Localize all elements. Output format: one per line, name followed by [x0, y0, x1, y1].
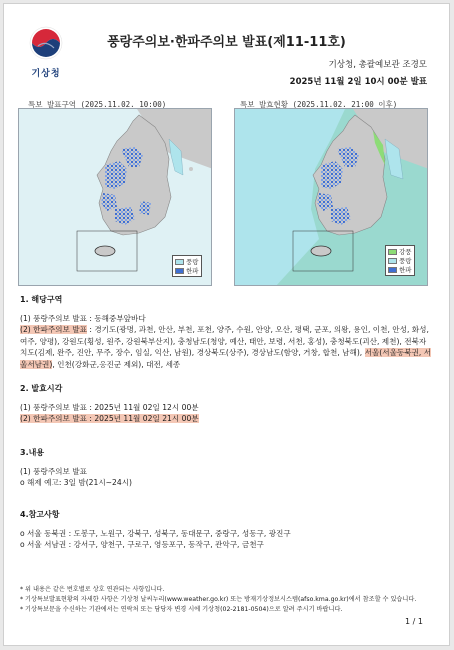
ulleung-island — [189, 167, 193, 171]
section1-hanpa-highlight: (2) 한파주의보 발표 — [20, 325, 87, 334]
legend-swatch-hanpa — [388, 267, 397, 273]
footnote-1: * 위 내용은 같은 번호별로 상호 연관되는 사항입니다. — [20, 586, 165, 593]
jeju-island — [311, 246, 331, 256]
section2-title: 2. 발효시각 — [20, 384, 63, 393]
section-affected-areas — [20, 294, 433, 370]
section3-line1: (1) 풍랑주의보 발표 — [20, 466, 87, 476]
section4-line2: o 서울 서남권 : 강서구, 양천구, 구로구, 영등포구, 동작구, 관악구, 금천구 — [20, 540, 264, 549]
footnote-3: * 기상특보문을 수신하는 기관에서는 연락처 또는 담당자 변경 시에 기상청(02-2181-0504)으로 알려 주시기 바랍니다. — [20, 606, 343, 613]
page-title: 풍랑주의보·한파주의보 발표(제11-11호) — [107, 35, 346, 50]
legend-label-hanpa: 한파 — [186, 267, 199, 275]
section2-line2: (2) 한파주의보 발표 : 2025년 11월 02일 21시 00분 — [20, 414, 199, 423]
section-content — [20, 447, 433, 489]
logo-text: 기상청 — [31, 69, 61, 79]
section3-line2: o 해제 예고: 3일 밤(21시~24시) — [20, 478, 132, 487]
section1-seoul-highlight: 서울(서울동북권, 서울서남권) — [20, 348, 432, 369]
section1-line2 — [20, 324, 433, 370]
agency-forecaster: 기상청, 총괄예보관 조경모 — [328, 60, 427, 70]
legend-swatch-poong — [175, 259, 184, 265]
page-number: 1 / 1 — [405, 617, 423, 626]
footnote-2: * 기상특보발표현황의 자세한 사항은 기상청 날씨누리(www.weather.go.kr) 또는 방재기상정보시스템(afso.kma.go.kr)에서 참조할 수 있습니다. — [20, 596, 417, 603]
section1-hanpa-areas: : 경기도(광명, 과천, 안산, 부천, 포천, 양주, 수원, 안양, 오산, 평택, 군포, 의왕, 용인, 이천, 안성, 화성, 여주, 양평), 강원도(횡성, 원주, 강원북부산지), 충청남도(청양, 예산, 태안, 보령, 서천, 홍성), 충청북도(괴산, 제천), 전북자치도(김제, 완주, 진안, 무주, 장수, 임실, 익산, 남원), 경상북도(상주), 경상남도(함양, 거창, 합천, 남해), — [20, 325, 429, 357]
legend-label-poong: 풍랑 — [186, 258, 199, 266]
legend-swatch-poong — [388, 258, 397, 264]
section1-hanpa-areas-end: , 인천(강화군,옹진군 제외), 대전, 세종 — [52, 359, 181, 369]
section-effective-time — [20, 383, 433, 425]
section3-title: 3.내용 — [20, 448, 45, 457]
legend-swatch-hanpa — [175, 268, 184, 274]
hanpa-zone-gyeongnam — [139, 201, 151, 215]
section-references — [20, 509, 433, 551]
legend-label-gangpung: 강풍 — [399, 248, 412, 256]
section1-title: 1. 해당구역 — [20, 295, 63, 304]
section4-title: 4.참고사항 — [20, 510, 60, 519]
issue-datetime: 2025년 11월 2일 10시 00분 발표 — [289, 77, 427, 87]
legend-label-poong: 풍랑 — [399, 257, 412, 265]
section2-line1: (1) 풍랑주의보 발표 : 2025년 11월 02일 12시 00분 — [20, 402, 199, 412]
left-map-label: 특보 발표구역 (2025.11.02. 10:00) — [28, 100, 167, 109]
bulletin-page — [3, 3, 450, 646]
section1-line1: (1) 풍랑주의보 발표 : 동해중부앞바다 — [20, 313, 146, 323]
right-map-legend — [385, 245, 415, 276]
legend-label-hanpa: 한파 — [399, 266, 412, 274]
legend-swatch-gangpung — [388, 249, 397, 255]
left-map-legend — [172, 255, 202, 277]
footnotes — [20, 585, 433, 615]
jeju-island — [95, 246, 115, 256]
section4-line1: o 서울 동북권 : 도봉구, 노원구, 강북구, 성북구, 동대문구, 중랑구, 성동구, 광진구 — [20, 528, 291, 538]
right-map-label: 특보 발효현황 (2025.11.02. 21:00 이후) — [240, 100, 398, 109]
